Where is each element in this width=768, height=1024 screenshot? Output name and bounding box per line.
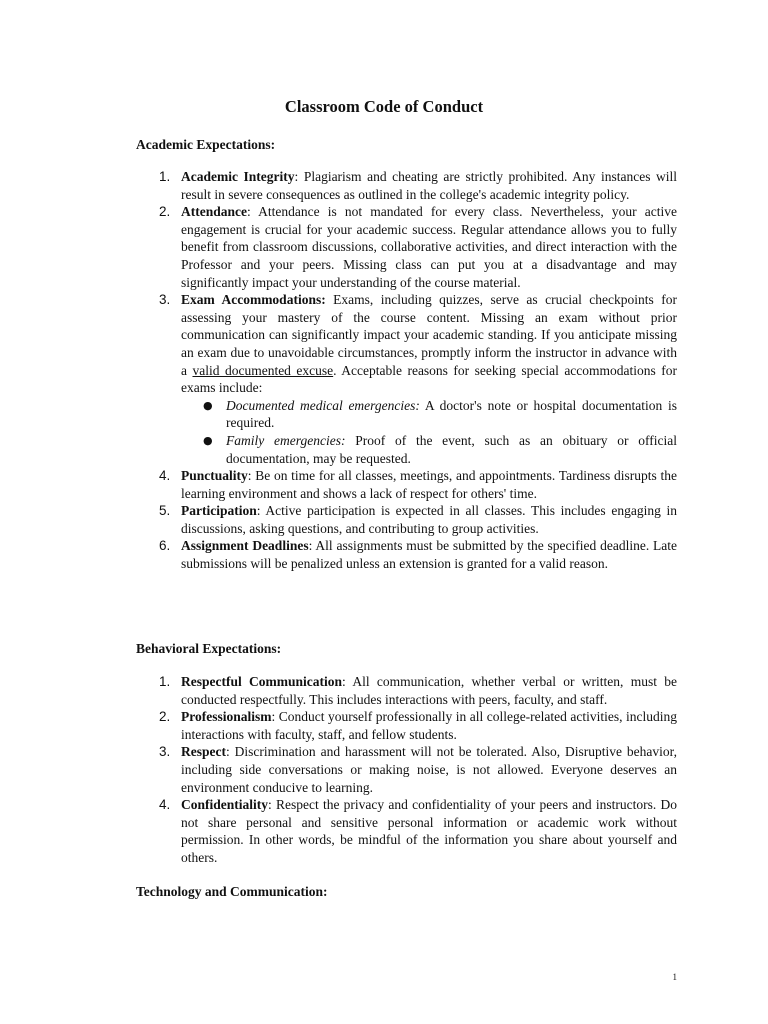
item-number: 4. xyxy=(159,797,171,813)
list-item xyxy=(136,743,677,796)
list-item xyxy=(136,537,677,572)
item-number: 2. xyxy=(159,204,171,220)
list-item xyxy=(136,502,677,537)
sub-item-term: Family emergencies: xyxy=(226,432,346,448)
section-heading-academic: Academic Expectations: xyxy=(136,137,276,152)
list-item xyxy=(136,291,677,467)
sub-item-text: Proof of the event, such as an obituary or official documentation, may be requested. xyxy=(226,432,677,466)
item-number: 3. xyxy=(159,744,171,760)
item-text: : Active participation is expected in all classes. This includes engaging in discussions, asking questions, and contributing to group activities. xyxy=(181,503,677,536)
item-text: . Acceptable reasons for seeking special accommodations for exams include: xyxy=(181,362,678,396)
item-number: 6. xyxy=(159,538,171,554)
item-number: 2. xyxy=(159,709,171,725)
item-term: Attendance xyxy=(181,204,247,220)
item-term: Respectful Communication xyxy=(181,674,343,689)
item-text: : Conduct yourself professionally in all college-related activities, including interactions with faculty, staff, and fellow students. xyxy=(181,709,677,742)
item-text: Exams, including quizzes, serve as crucial checkpoints for assessing your mastery of the course content. Missing an exam without prior communication can significantly impact your academic standing. If you anticipate missing an exam due to unavoidable circumstances, promptly inform the instructor in advance with a xyxy=(181,292,677,378)
valid-excuse-link[interactable]: valid documented excuse xyxy=(192,362,334,378)
item-term: Participation xyxy=(181,503,257,519)
academic-expectations-list xyxy=(136,168,677,573)
section-heading-technology: Technology and Communication: xyxy=(136,884,328,899)
item-term: Professionalism xyxy=(181,709,272,725)
item-text: : Be on time for all classes, meetings, and appointments. Tardiness disrupts the learning environment and shows a lack of respect for others' time. xyxy=(181,468,677,501)
list-item xyxy=(136,708,677,743)
item-term: Confidentiality xyxy=(181,797,269,813)
section-heading-behavioral: Behavioral Expectations: xyxy=(136,641,282,656)
item-term: Punctuality xyxy=(181,468,248,484)
item-text: : Discrimination and harassment will not be tolerated. Also, Disruptive behavior, including side conversations or making noise, is not allowed. Everyone deserves an environment conducive to learning. xyxy=(181,744,677,795)
sub-item-text: A doctor's note or hospital documentation is required. xyxy=(226,397,677,431)
item-number: 4. xyxy=(159,468,171,484)
item-text: : Respect the privacy and confidentiality of your peers and instructors. Do not share personal and sensitive personal information or academic work without permission. In other words, be mindful of the information you share about yourself and others. xyxy=(181,797,677,865)
behavioral-expectations-list xyxy=(136,673,677,867)
item-term: Academic Integrity xyxy=(181,169,295,184)
page-number: 1 xyxy=(672,972,677,982)
list-item xyxy=(136,168,677,203)
item-term: Respect xyxy=(181,744,226,760)
sub-list-item xyxy=(181,432,677,467)
item-text: : Plagiarism and cheating are strictly prohibited. Any instances will result in severe consequences as outlined in the college's academic integrity policy. xyxy=(181,169,677,202)
item-term: Assignment Deadlines xyxy=(181,538,309,554)
item-text: : Attendance is not mandated for every class. Nevertheless, your active engagement is crucial for your academic success. Regular attendance allows you to fully benefit from classroom discussions, collaborative activities, and direct interaction with the Professor and your peers. Missing class can put you at a disadvantage and may significantly impact your understanding of the course material. xyxy=(181,204,677,290)
bullet-icon: ● xyxy=(203,398,213,412)
item-number: 5. xyxy=(159,503,171,519)
document-title: Classroom Code of Conduct xyxy=(284,97,484,116)
item-term: Exam Accommodations: xyxy=(181,292,326,308)
accommodation-reasons-list xyxy=(181,397,677,467)
item-number: 1. xyxy=(159,674,171,689)
item-number: 1. xyxy=(159,169,171,184)
sub-list-item xyxy=(181,397,677,432)
list-item xyxy=(136,673,677,708)
item-text: : All assignments must be submitted by the specified deadline. Late submissions will be penalized unless an extension is granted for a valid reason. xyxy=(181,538,677,572)
list-item xyxy=(136,796,677,866)
list-item xyxy=(136,467,677,502)
list-item xyxy=(136,203,677,291)
bullet-icon: ● xyxy=(203,433,213,447)
item-text: : All communication, whether verbal or written, must be conducted respectfully. This includes interactions with peers, faculty, and staff. xyxy=(181,674,677,707)
sub-item-term: Documented medical emergencies: xyxy=(226,397,420,413)
item-number: 3. xyxy=(159,292,171,308)
